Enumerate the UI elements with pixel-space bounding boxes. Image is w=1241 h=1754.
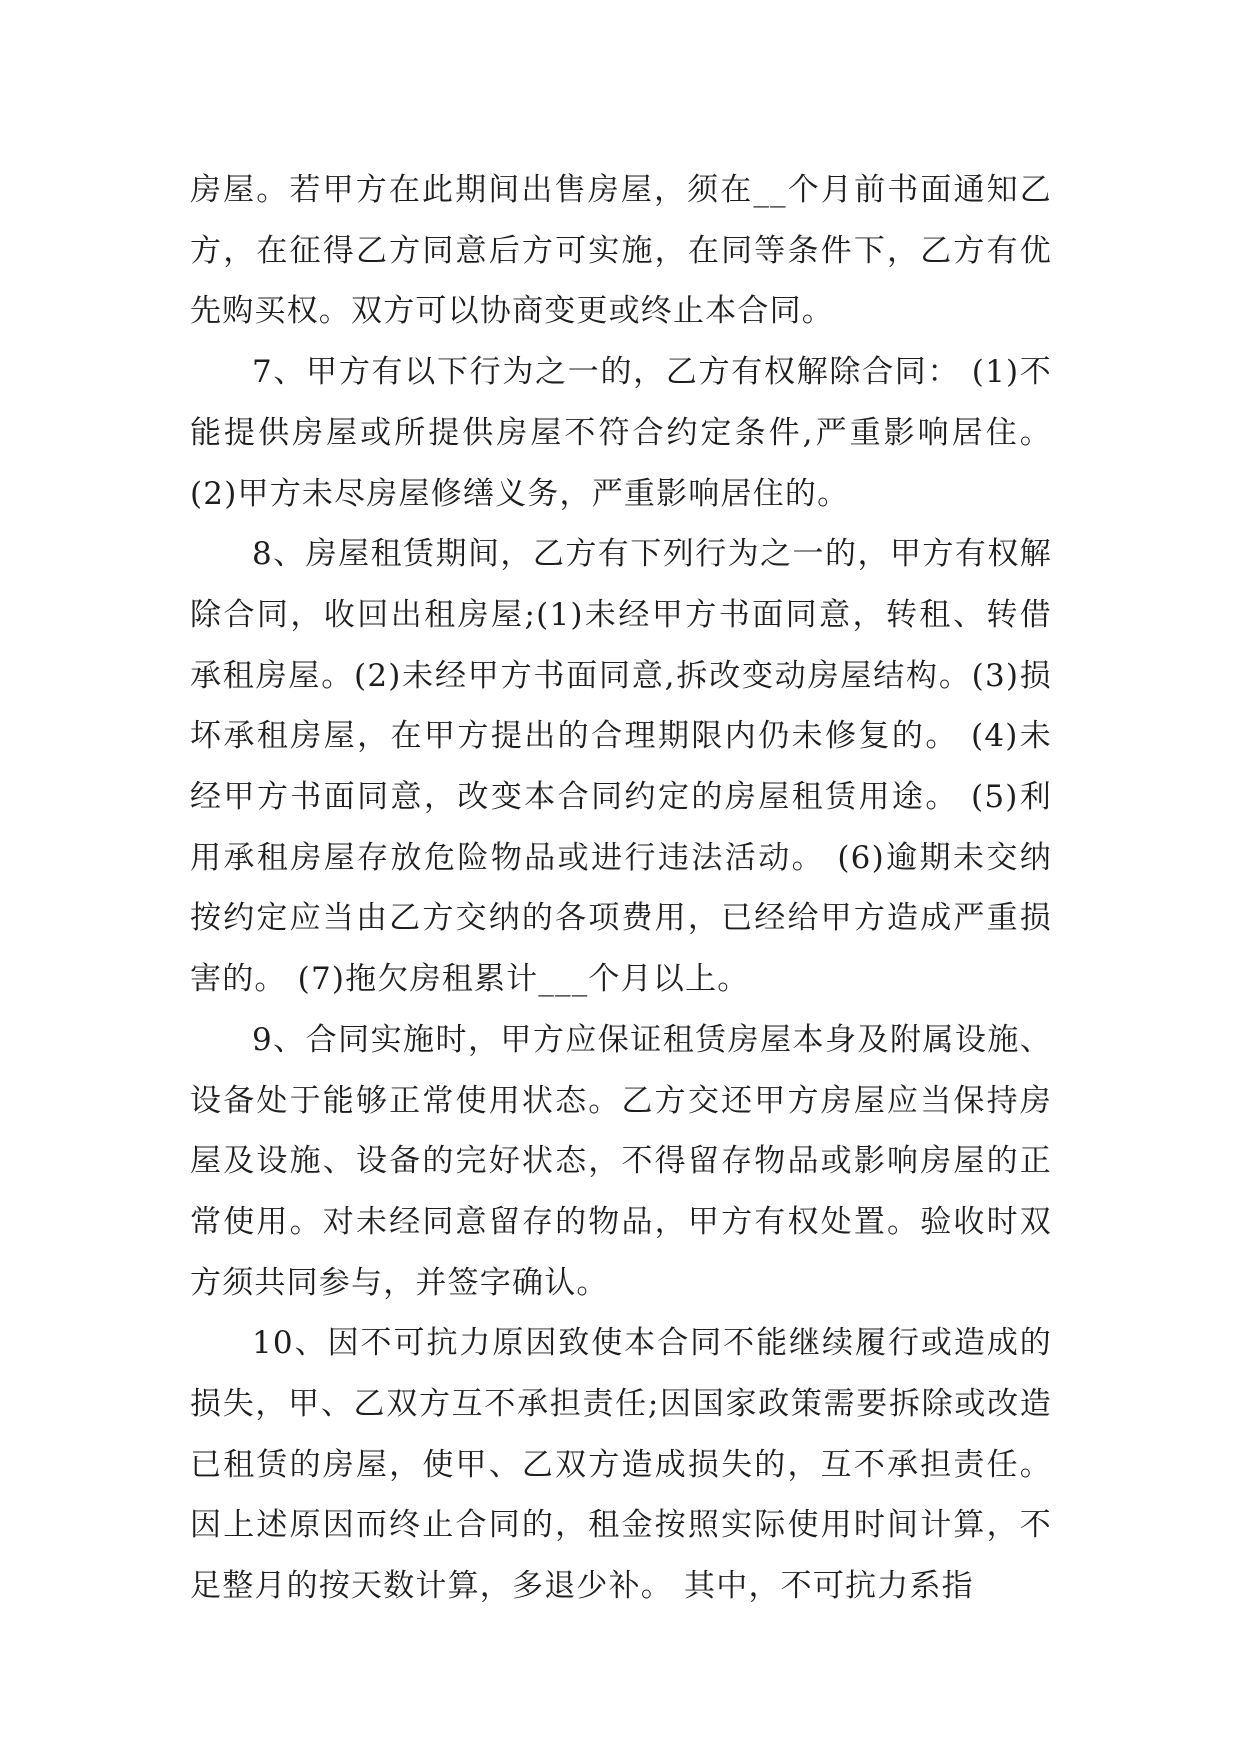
paragraph-clause-10: 10、因不可抗力原因致使本合同不能继续履行或造成的损失，甲、乙双方互不承担责任;因国家政策需要拆除或改造已租赁的房屋，使甲、乙双方造成损失的，互不承担责任。因上述原因而终止合同的，租金按照实际使用时间计算，不足整月的按天数计算，多退少补。 其中，不可抗力系指: [190, 1325, 1052, 1605]
paragraph-clause-8: 8、房屋租赁期间，乙方有下列行为之一的，甲方有权解除合同，收回出租房屋;(1)未经甲方书面同意，转租、转借承租房屋。(2)未经甲方书面同意,拆改变动房屋结构。(3)损坏承租房屋，在甲方提出的合理期限内仍未修复的。 (4)未经甲方书面同意，改变本合同约定的房屋租赁用途。 (5)利用承租房屋存放危险物品或进行违法活动。 (6)逾期未交纳按约定应当由乙方交纳的各项费用，已经给甲方造成严重损害的。 (7)拖欠房租累计___个月以上。: [190, 536, 1052, 998]
paragraph-clause-9: 9、合同实施时，甲方应保证租赁房屋本身及附属设施、设备处于能够正常使用状态。乙方交还甲方房屋应当保持房屋及设施、设备的完好状态，不得留存物品或影响房屋的正常使用。对未经同意留存的物品，甲方有权处置。验收时双方须共同参与，并签字确认。: [190, 1021, 1052, 1301]
paragraph-continuation: 房屋。若甲方在此期间出售房屋，须在__个月前书面通知乙方，在征得乙方同意后方可实施，在同等条件下，乙方有优先购买权。双方可以协商变更或终止本合同。: [190, 172, 1052, 330]
paragraph-clause-7: 7、甲方有以下行为之一的，乙方有权解除合同： (1)不能提供房屋或所提供房屋不符合约定条件,严重影响居住。(2)甲方未尽房屋修缮义务，严重影响居住的。: [190, 354, 1052, 512]
document-page: [190, 160, 1052, 1617]
